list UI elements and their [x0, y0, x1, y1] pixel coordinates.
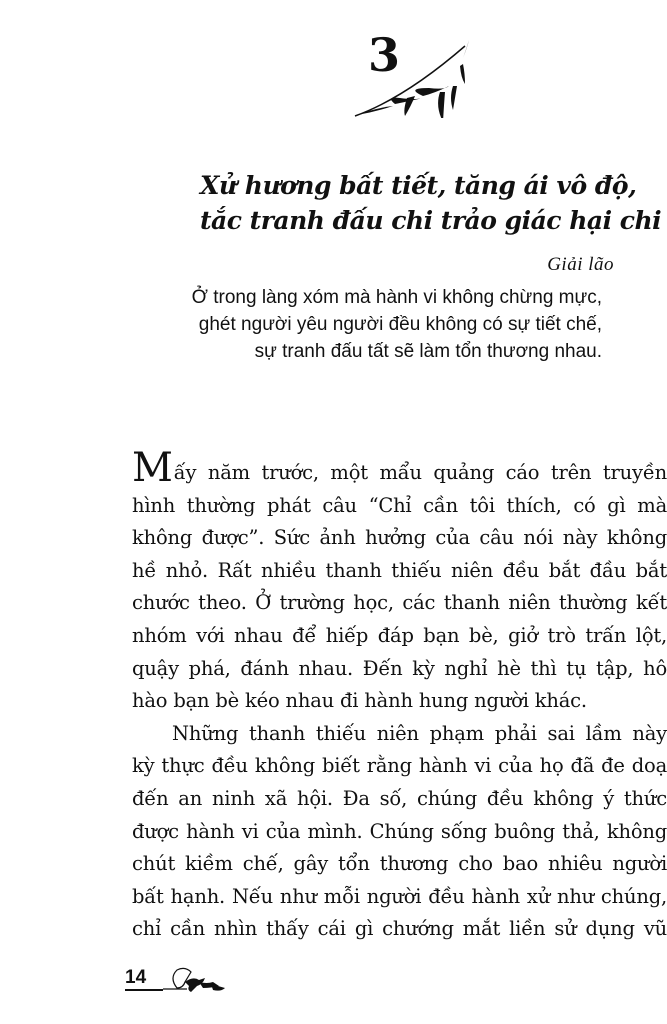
text-line: Mấy năm trước, một mẩu quảng cáo trên truyền [132, 445, 667, 491]
epigraph-line: sự tranh đấu tất sẽ làm tổn thương nhau. [254, 341, 602, 362]
text-line: đến an ninh xã hội. Đa số, chúng đều không ý thức [132, 786, 667, 810]
text-line: kỳ thực đều không biết rằng hành vi của họ đã đe doạ [132, 754, 667, 778]
text-line: không được”. Sức ảnh hưởng của câu nói này không [132, 526, 667, 550]
chapter-title [200, 168, 662, 238]
ink-figure-ornament-icon [147, 960, 237, 996]
epigraph-line: ghét người yêu người đều không có sự tiết chế, [198, 314, 602, 335]
text-line: quậy phá, đánh nhau. Đến kỳ nghỉ hè thì tụ tập, hô [132, 656, 667, 680]
paragraph [132, 445, 667, 718]
page-number: 14 [125, 967, 147, 988]
bamboo-branch-icon [345, 38, 485, 118]
title-line: tắc tranh đấu chi trảo giác hại chi [200, 206, 662, 235]
text-line: hình thường phát câu “Chỉ cần tôi thích, có gì mà [132, 493, 667, 517]
text-line: bất hạnh. Nếu như mỗi người đều hành xử như chúng, [132, 884, 667, 908]
title-line: Xử hương bất tiết, tăng ái vô độ, [200, 171, 637, 200]
text-line: chước theo. Ở trường học, các thanh niên thường kết [132, 591, 667, 615]
text-line: Những thanh thiếu niên phạm phải sai lầm này [172, 721, 667, 745]
text-line: hề nhỏ. Rất nhiều thanh thiếu niên đều bắt đầu bắt [132, 558, 667, 582]
paragraph [132, 718, 667, 946]
text-line: chỉ cần nhìn thấy cái gì chướng mắt liền sử dụng vũ [132, 917, 667, 941]
page-footer [125, 960, 245, 1000]
epigraph-line: Ở trong làng xóm mà hành vi không chừng mực, [191, 287, 602, 308]
text-line: hào bạn bè kéo nhau đi hành hung người khác. [132, 689, 587, 713]
drop-cap: M [132, 445, 173, 491]
text-line: được hành vi của mình. Chúng sống buông thả, không [132, 819, 667, 843]
text-line: chút kiềm chế, gây tổn thương cho bao nhiêu người [132, 852, 667, 876]
chapter-number: 3 [368, 28, 401, 82]
text-line: nhóm với nhau để hiếp đáp bạn bè, giở trò trấn lột, [132, 623, 667, 647]
quote-source: Giải lão [547, 254, 614, 275]
body-text [132, 445, 667, 946]
epigraph [190, 284, 602, 365]
